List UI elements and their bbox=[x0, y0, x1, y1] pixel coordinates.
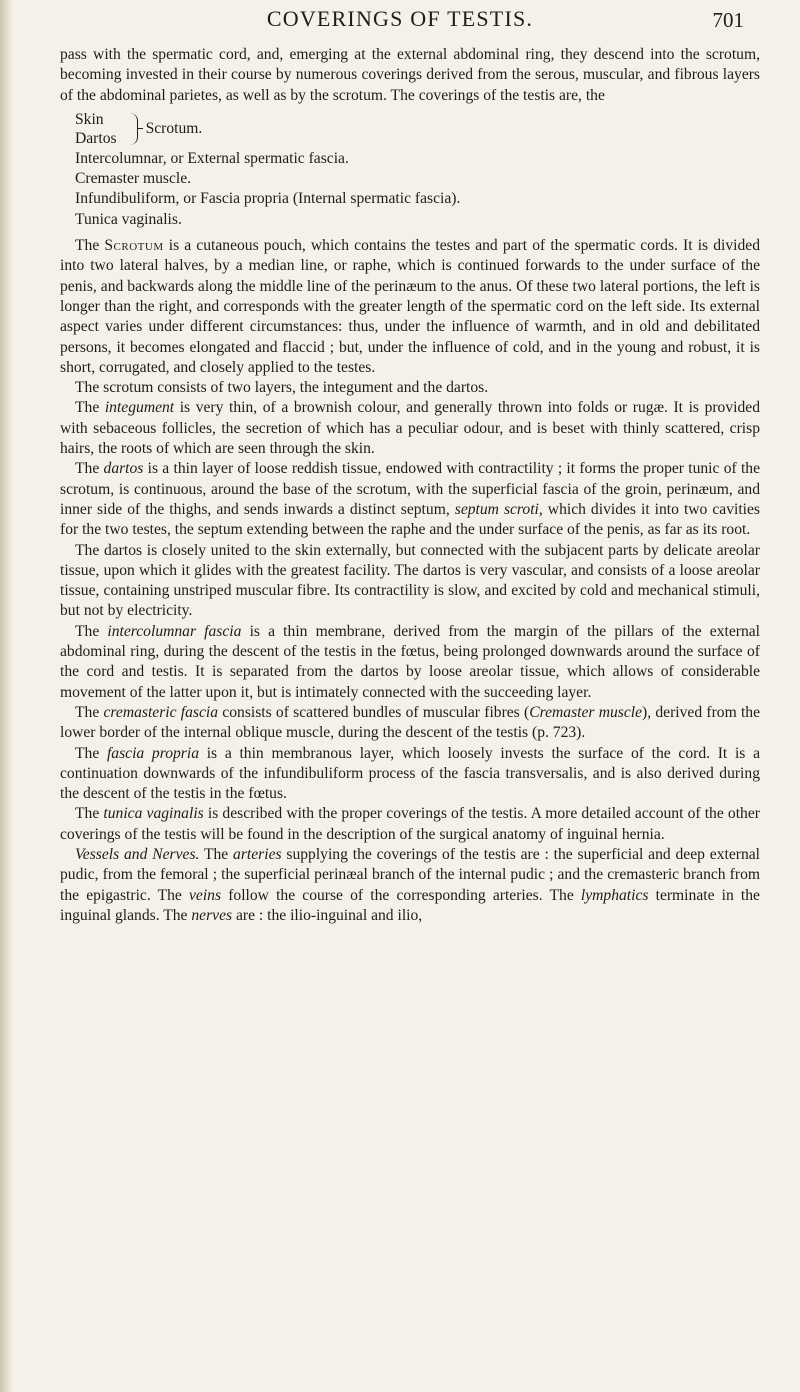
nerves-term: nerves bbox=[191, 906, 233, 924]
arteries-term: arteries bbox=[233, 845, 282, 863]
coverings-list bbox=[60, 109, 760, 230]
running-title: COVERINGS OF TESTIS. bbox=[266, 6, 534, 31]
covering-scrotum-label: Scrotum. bbox=[145, 119, 203, 137]
page-number: 701 bbox=[712, 8, 744, 32]
covering-item: Intercolumnar, or External spermatic fascia. bbox=[75, 149, 349, 167]
septum-term: septum scroti bbox=[454, 500, 539, 518]
tunica-vaginalis-paragraph: The tunica vaginalis is described with the proper coverings of the testis. A more detailed account of the other coverings of the testis will be found in the description of the surgical anatomy of inguinal hernia. bbox=[60, 805, 760, 843]
integument-paragraph: The integument is very thin, of a brownish colour, and generally thrown into folds or rugæ. It is provided with sebaceous follicles, the secretion of which has a peculiar odour, and is beset with thinly scattered, crisp hairs, the roots of which are seen through the skin. bbox=[60, 399, 761, 458]
lymphatics-term: lymphatics bbox=[580, 886, 649, 904]
body-text bbox=[60, 45, 760, 926]
dartos-detail-paragraph: The dartos is closely united to the skin externally, but connected with the subjacent parts by delicate areolar tissue, upon which it glides with the greatest facility. The dartos is very vascular, and consists of a loose areolar tissue, containing unstriped muscular fibre. Its contractility is slow, and excited by cold and mechanical stimuli, but not by electricity. bbox=[60, 541, 760, 620]
covering-item: Cremaster muscle. bbox=[75, 170, 192, 188]
fascia-propria-term: fascia propria bbox=[106, 744, 200, 762]
page-header bbox=[0, 6, 800, 40]
dartos-paragraph: The dartos is a thin layer of loose reddish tissue, endowed with contractility ; it forms the proper tunic of the scrotum, is continuous, around the base of the scrotum, with the superficial fascia of the groin, perinæum, and inner side of the thighs, and sends inwards a distinct septum, septum scroti, which divides it into two cavities for the two testes, the septum extending between the raphe and the under surface of the penis, as far as its root. bbox=[60, 460, 760, 539]
page-gutter-shadow bbox=[0, 0, 14, 1392]
covering-item: Tunica vaginalis. bbox=[75, 210, 182, 228]
veins-term: veins bbox=[189, 886, 222, 904]
vessels-nerves-paragraph: Vessels and Nerves. The arteries supplying the coverings of the testis are : the superficial and deep external pudic, from the femoral ; the superficial perinæal branch of the internal pudic ; and the cremasteric branch from the epigastric. The veins follow the course of the corresponding arteries. The lymphatics terminate in the inguinal glands. The nerves are : the ilio-inguinal and ilio, bbox=[60, 845, 760, 924]
cremasteric-term: cremasteric fascia bbox=[103, 703, 219, 721]
layers-paragraph: The scrotum consists of two layers, the integument and the dartos. bbox=[75, 379, 489, 397]
integument-term: integument bbox=[104, 399, 175, 417]
cremasteric-paragraph: The cremasteric fascia consists of scattered bundles of muscular fibres (Cremaster muscle), derived from the lower border of the internal oblique muscle, during the descent of the testis (p. 723). bbox=[60, 703, 760, 742]
tunica-vaginalis-term: tunica vaginalis bbox=[103, 805, 204, 823]
intercolumnar-paragraph: The intercolumnar fascia is a thin membrane, derived from the margin of the pillars of the external abdominal ring, during the descent of the testis in the fœtus, being prolonged downwards around the surface of the cord and testis. It is separated from the dartos by loose areolar tissue, which allows of considerable movement of the latter upon it, but is intimately connected with the succeeding layer. bbox=[60, 622, 760, 701]
intercolumnar-term: intercolumnar fascia bbox=[107, 622, 242, 640]
covering-item: Infundibuliform, or Fascia propria (Internal spermatic fascia). bbox=[75, 190, 461, 208]
scrotum-group bbox=[75, 109, 760, 149]
dartos-term: dartos bbox=[103, 460, 144, 478]
covering-skin: Skin bbox=[75, 110, 104, 128]
scrotum-term: Scrotum bbox=[104, 237, 164, 255]
fascia-propria-paragraph: The fascia propria is a thin membranous layer, which loosely invests the surface of the cord. It is a continuation downwards of the infundibuliform process of the fascia transversalis, and is also derived during the descent of the testis in the fœtus. bbox=[60, 744, 760, 803]
scrotum-paragraph: The Scrotum is a cutaneous pouch, which contains the testes and part of the spermatic cords. It is divided into two lateral halves, by a median line, or raphe, which is continued forwards to the under surface of the penis, and backwards along the middle line of the perinæum to the anus. Of these two lateral portions, the left is longer than the right, and corresponds with the greater length of the spermatic cord on the left side. Its external aspect varies under different circumstances: thus, under the influence of warmth, and in old and debilitated persons, it becomes elongated and flaccid ; but, under the influence of cold, and in the young and robust, it is short, corrugated, and closely applied to the testes. bbox=[60, 237, 760, 376]
vessels-heading: Vessels and Nerves. bbox=[75, 845, 200, 863]
covering-dartos: Dartos bbox=[75, 129, 117, 147]
intro-paragraph: pass with the spermatic cord, and, emerging at the external abdominal ring, they descend into the scrotum, becoming invested in their course by numerous coverings derived from the serous, muscular, and fibrous layers of the abdominal parietes, as well as by the scrotum. The coverings of the testis are, the bbox=[60, 46, 760, 104]
brace-icon bbox=[127, 113, 138, 145]
cremaster-muscle-term: Cremaster muscle bbox=[529, 703, 643, 721]
